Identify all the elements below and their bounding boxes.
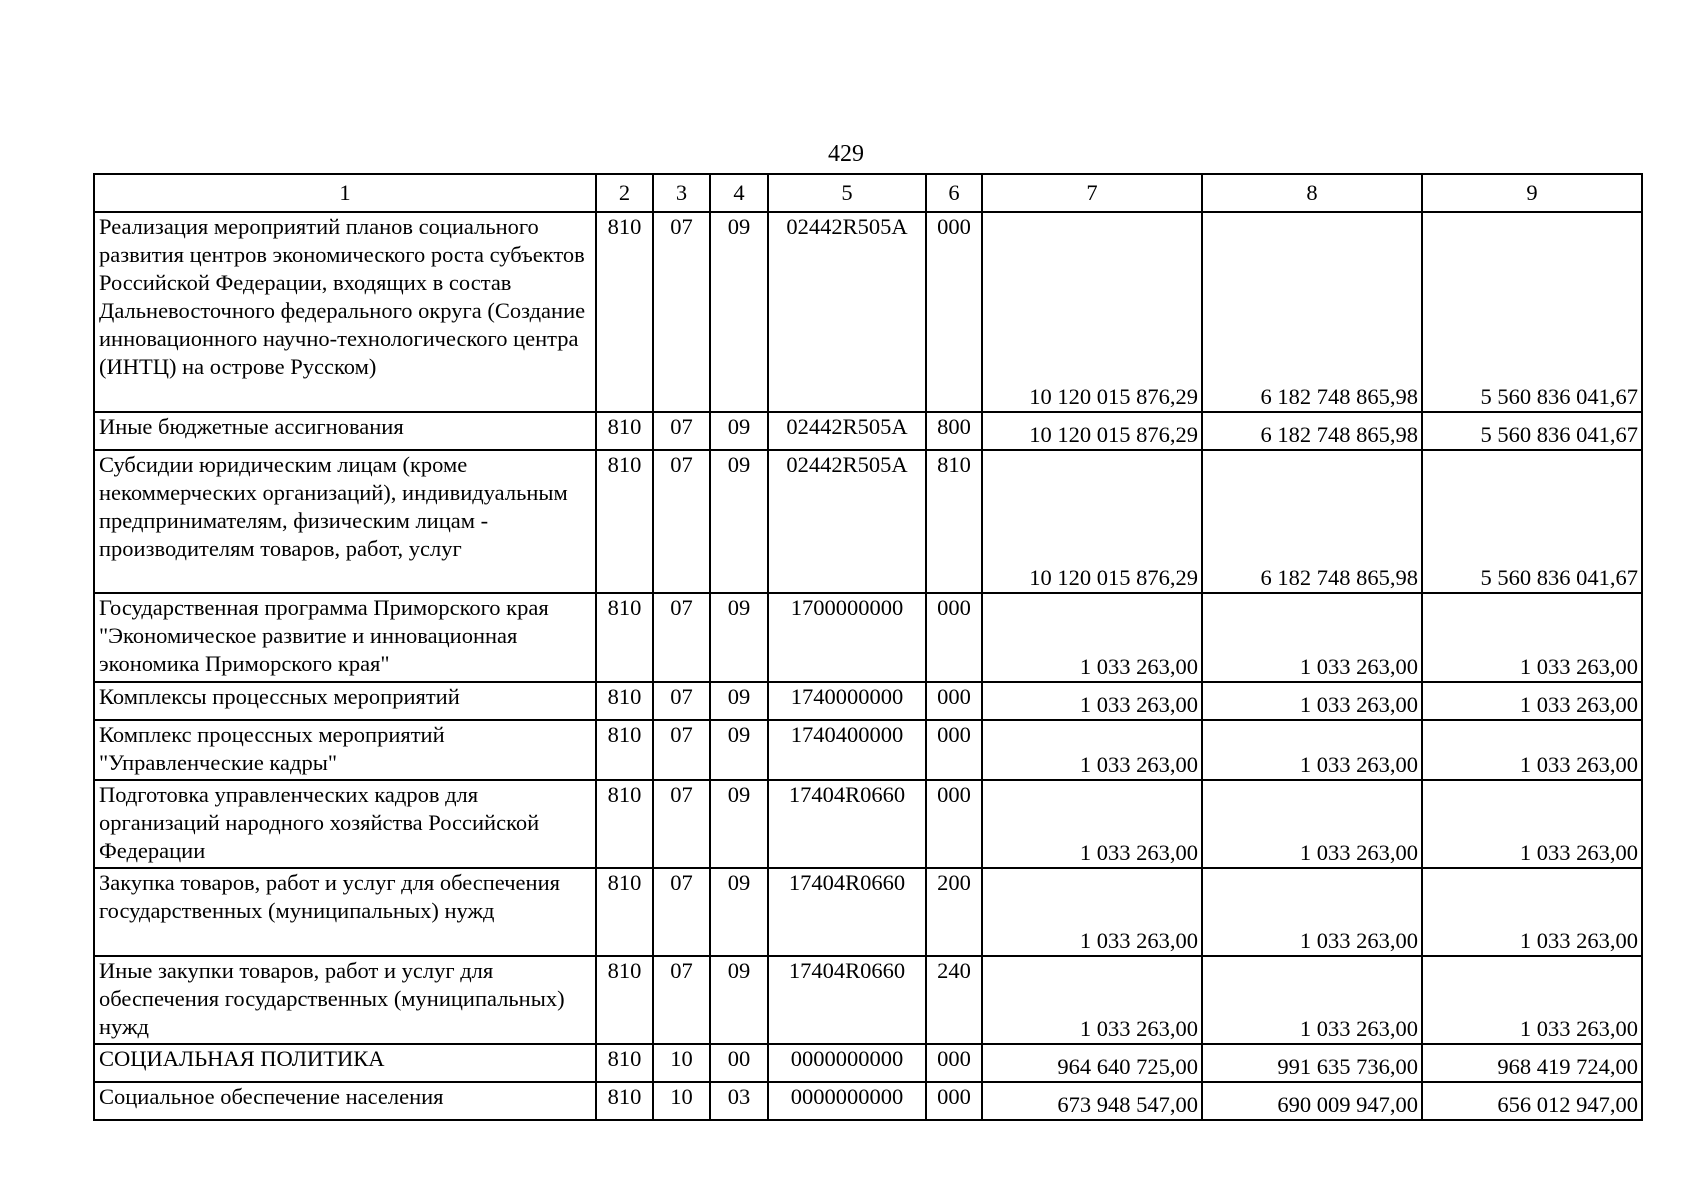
header-cell: 3	[653, 174, 710, 212]
row-c5-cell: 17404R0660	[768, 956, 926, 1044]
row-c2-cell: 810	[596, 682, 653, 720]
table-row	[94, 450, 1642, 593]
table-row	[94, 720, 1642, 780]
row-c8-cell: 1 033 263,00	[1202, 956, 1422, 1044]
row-c7-cell: 1 033 263,00	[982, 780, 1202, 868]
row-c4-cell: 00	[710, 1044, 768, 1082]
row-c3-cell: 07	[653, 956, 710, 1044]
row-c5-cell: 02442R505A	[768, 212, 926, 412]
row-c4-cell: 09	[710, 450, 768, 593]
row-name-cell: Субсидии юридическим лицам (кроме некоммерческих организаций), индивидуальным предпринимателям, физическим лицам - производителям товаров, работ, услуг	[94, 450, 596, 593]
row-c8-cell: 1 033 263,00	[1202, 593, 1422, 682]
row-c6-cell: 000	[926, 682, 982, 720]
row-c3-cell: 07	[653, 412, 710, 450]
header-cell: 7	[982, 174, 1202, 212]
row-c9-cell: 5 560 836 041,67	[1422, 212, 1642, 412]
row-c6-cell: 000	[926, 1044, 982, 1082]
table-row	[94, 956, 1642, 1044]
row-c2-cell: 810	[596, 593, 653, 682]
row-c9-cell: 1 033 263,00	[1422, 682, 1642, 720]
row-name-cell: Государственная программа Приморского края "Экономическое развитие и инновационная экономика Приморского края"	[94, 593, 596, 682]
row-c6-cell: 800	[926, 412, 982, 450]
row-c9-cell: 5 560 836 041,67	[1422, 412, 1642, 450]
row-c9-cell: 1 033 263,00	[1422, 956, 1642, 1044]
row-c6-cell: 000	[926, 720, 982, 780]
row-c9-cell: 1 033 263,00	[1422, 868, 1642, 956]
table-row	[94, 412, 1642, 450]
row-c7-cell: 1 033 263,00	[982, 868, 1202, 956]
row-c5-cell: 0000000000	[768, 1044, 926, 1082]
row-c8-cell: 6 182 748 865,98	[1202, 412, 1422, 450]
table-row	[94, 1082, 1642, 1120]
row-c3-cell: 07	[653, 450, 710, 593]
header-cell: 6	[926, 174, 982, 212]
row-c2-cell: 810	[596, 1082, 653, 1120]
row-c6-cell: 810	[926, 450, 982, 593]
row-name-cell: СОЦИАЛЬНАЯ ПОЛИТИКА	[94, 1044, 596, 1082]
row-c3-cell: 07	[653, 720, 710, 780]
row-c7-cell: 1 033 263,00	[982, 682, 1202, 720]
row-name-cell: Иные закупки товаров, работ и услуг для обеспечения государственных (муниципальных) нужд	[94, 956, 596, 1044]
row-c9-cell: 1 033 263,00	[1422, 780, 1642, 868]
table-body	[94, 212, 1642, 1120]
row-c4-cell: 03	[710, 1082, 768, 1120]
row-c7-cell: 1 033 263,00	[982, 956, 1202, 1044]
row-name-cell: Комплекс процессных мероприятий "Управленческие кадры"	[94, 720, 596, 780]
row-name-cell: Социальное обеспечение населения	[94, 1082, 596, 1120]
header-row	[94, 174, 1642, 212]
row-c2-cell: 810	[596, 212, 653, 412]
row-c6-cell: 000	[926, 212, 982, 412]
budget-table	[93, 173, 1643, 1121]
row-c2-cell: 810	[596, 780, 653, 868]
row-name-cell: Иные бюджетные ассигнования	[94, 412, 596, 450]
table-row	[94, 1044, 1642, 1082]
row-c8-cell: 991 635 736,00	[1202, 1044, 1422, 1082]
row-c5-cell: 1740400000	[768, 720, 926, 780]
table-row	[94, 780, 1642, 868]
row-c5-cell: 1740000000	[768, 682, 926, 720]
header-cell: 2	[596, 174, 653, 212]
row-c9-cell: 656 012 947,00	[1422, 1082, 1642, 1120]
row-c7-cell: 673 948 547,00	[982, 1082, 1202, 1120]
header-cell: 4	[710, 174, 768, 212]
row-c6-cell: 000	[926, 593, 982, 682]
row-c3-cell: 10	[653, 1082, 710, 1120]
row-c6-cell: 240	[926, 956, 982, 1044]
row-c3-cell: 07	[653, 212, 710, 412]
row-c2-cell: 810	[596, 450, 653, 593]
row-c4-cell: 09	[710, 212, 768, 412]
row-c4-cell: 09	[710, 868, 768, 956]
row-c8-cell: 1 033 263,00	[1202, 720, 1422, 780]
row-c4-cell: 09	[710, 780, 768, 868]
row-c3-cell: 10	[653, 1044, 710, 1082]
row-c2-cell: 810	[596, 720, 653, 780]
row-c4-cell: 09	[710, 593, 768, 682]
row-c5-cell: 02442R505A	[768, 412, 926, 450]
row-c2-cell: 810	[596, 1044, 653, 1082]
row-c8-cell: 1 033 263,00	[1202, 682, 1422, 720]
header-cell: 5	[768, 174, 926, 212]
row-c2-cell: 810	[596, 868, 653, 956]
row-c8-cell: 6 182 748 865,98	[1202, 450, 1422, 593]
row-c5-cell: 1700000000	[768, 593, 926, 682]
row-name-cell: Реализация мероприятий планов социального развития центров экономического роста субъектов Российской Федерации, входящих в состав Дальневосточного федерального округа (Создание инновационного научно-технологического центра (ИНТЦ) на острове Русском)	[94, 212, 596, 412]
row-c4-cell: 09	[710, 956, 768, 1044]
row-c4-cell: 09	[710, 682, 768, 720]
row-c7-cell: 1 033 263,00	[982, 593, 1202, 682]
row-c7-cell: 1 033 263,00	[982, 720, 1202, 780]
row-name-cell: Комплексы процессных мероприятий	[94, 682, 596, 720]
table-row	[94, 593, 1642, 682]
row-c3-cell: 07	[653, 682, 710, 720]
row-c5-cell: 17404R0660	[768, 868, 926, 956]
table-row	[94, 212, 1642, 412]
row-c7-cell: 964 640 725,00	[982, 1044, 1202, 1082]
row-name-cell: Подготовка управленческих кадров для организаций народного хозяйства Российской Федерации	[94, 780, 596, 868]
header-cell: 1	[94, 174, 596, 212]
row-c8-cell: 6 182 748 865,98	[1202, 212, 1422, 412]
row-c3-cell: 07	[653, 780, 710, 868]
row-c6-cell: 200	[926, 868, 982, 956]
row-c8-cell: 1 033 263,00	[1202, 868, 1422, 956]
table-row	[94, 682, 1642, 720]
row-c9-cell: 5 560 836 041,67	[1422, 450, 1642, 593]
row-c9-cell: 1 033 263,00	[1422, 593, 1642, 682]
row-c4-cell: 09	[710, 412, 768, 450]
row-c7-cell: 10 120 015 876,29	[982, 212, 1202, 412]
row-c9-cell: 1 033 263,00	[1422, 720, 1642, 780]
row-c9-cell: 968 419 724,00	[1422, 1044, 1642, 1082]
row-c5-cell: 0000000000	[768, 1082, 926, 1120]
row-c7-cell: 10 120 015 876,29	[982, 412, 1202, 450]
row-c6-cell: 000	[926, 1082, 982, 1120]
row-c2-cell: 810	[596, 412, 653, 450]
row-c7-cell: 10 120 015 876,29	[982, 450, 1202, 593]
row-c8-cell: 690 009 947,00	[1202, 1082, 1422, 1120]
row-c2-cell: 810	[596, 956, 653, 1044]
row-c6-cell: 000	[926, 780, 982, 868]
row-name-cell: Закупка товаров, работ и услуг для обеспечения государственных (муниципальных) нужд	[94, 868, 596, 956]
row-c5-cell: 17404R0660	[768, 780, 926, 868]
row-c3-cell: 07	[653, 593, 710, 682]
row-c5-cell: 02442R505A	[768, 450, 926, 593]
row-c3-cell: 07	[653, 868, 710, 956]
table-row	[94, 868, 1642, 956]
header-cell: 9	[1422, 174, 1642, 212]
header-cell: 8	[1202, 174, 1422, 212]
row-c4-cell: 09	[710, 720, 768, 780]
page-number: 429	[828, 141, 864, 167]
row-c8-cell: 1 033 263,00	[1202, 780, 1422, 868]
